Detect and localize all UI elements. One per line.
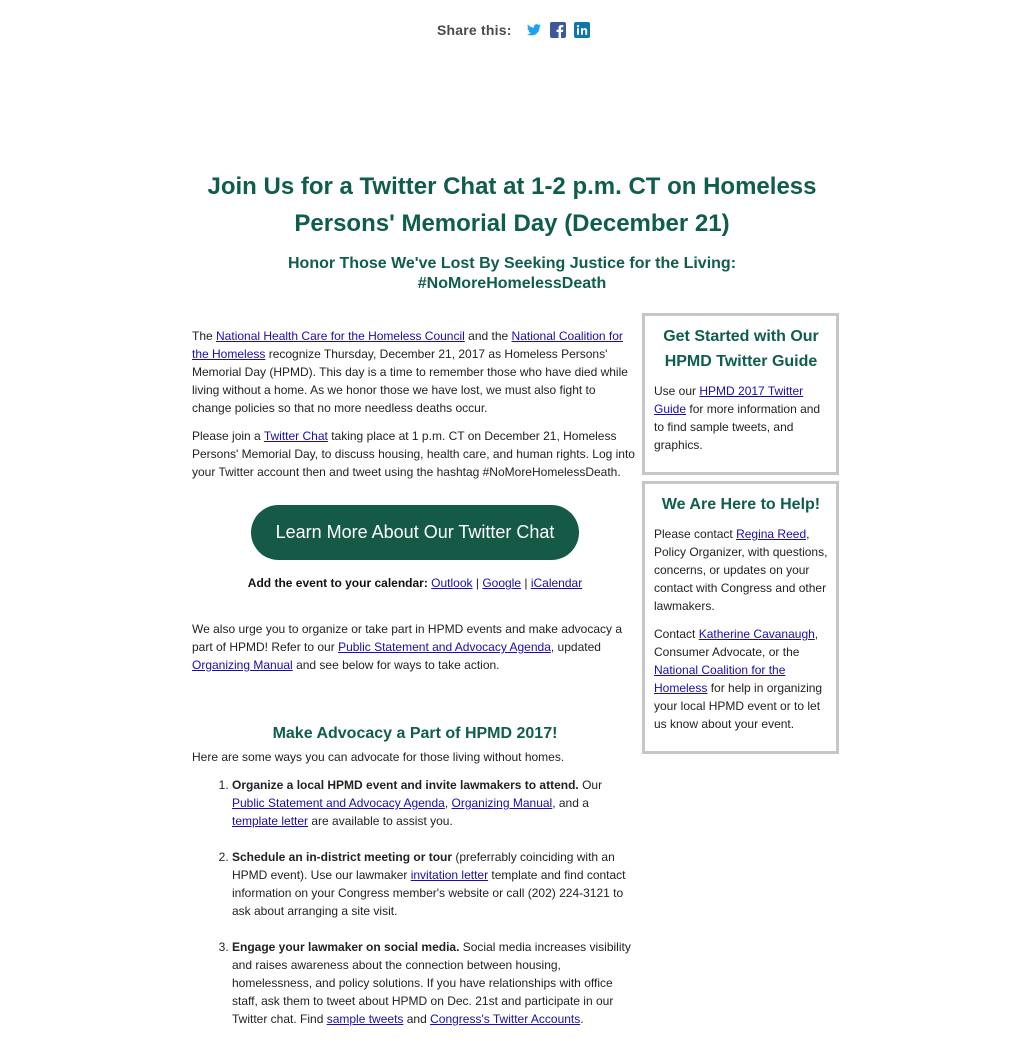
link-nch-2[interactable]: National Coalition for the Homeless [654,663,786,695]
link-template-letter[interactable]: template letter [232,814,309,828]
text: , and a [552,796,589,810]
text: , Consumer Advocate, or the [654,627,819,659]
link-twitter-chat[interactable]: Twitter Chat [263,429,328,443]
urge-paragraph [192,620,638,674]
text: We also urge you to organize or take part in HPMD events and make advocacy a part of HPMD! Refer to our [192,622,623,654]
calendar-google-link[interactable]: Google [482,576,522,590]
share-bar [437,19,598,41]
intro-paragraph-2 [192,427,638,481]
text: , [444,796,452,810]
twitter-guide-text [654,382,828,454]
separator: | [472,576,483,590]
page-subtitle: Honor Those We've Lost By Seeking Justice for the Living: #NoMoreHomelessDeath [287,255,737,292]
advocacy-intro: Here are some ways you can advocate for those living without homes. [192,750,565,764]
list-item [232,938,638,1028]
text: Use our [654,384,700,398]
help-box [642,481,839,754]
calendar-label: Add the event to your calendar: [247,576,428,590]
text: (preferrably coinciding with an HPMD event). Use our lawmaker [232,850,615,882]
text: The [192,329,217,343]
text: . [580,1012,584,1026]
text: and the [464,329,512,343]
twitter-icon[interactable] [526,22,542,38]
text: Please contact [654,527,737,541]
cta-wrap [192,505,638,560]
learn-more-button[interactable]: Learn More About Our Twitter Chat [251,505,579,560]
link-organizing-manual-2[interactable]: Organizing Manual [451,796,553,810]
page-title: Join Us for a Twitter Chat at 1-2 p.m. CT on Homeless Persons' Memorial Day (December 21) [207,173,817,237]
text: taking place at 1 p.m. CT on December 21, Homeless Persons' Memorial Day, to discuss housing, health care, and human rights. Log into your Twitter account then and tweet using the hashtag #NoMoreHomelessDeath. [192,429,635,479]
help-paragraph-1 [654,525,828,615]
text: Our [578,778,603,792]
help-title: We Are Here to Help! [661,496,821,513]
text: for more information and to find sample tweets, and graphics. [654,402,821,452]
text: and see below for ways to take action. [292,658,500,672]
calendar-icalendar-link[interactable]: iCalendar [530,576,583,590]
intro-paragraph-1 [192,327,638,417]
twitter-guide-title: Get Started with Our HPMD Twitter Guide [663,328,819,370]
link-invitation-letter[interactable]: invitation letter [410,868,489,882]
text: Please join a [192,429,264,443]
text: , Policy Organizer, with questions, concerns, or updates on your contact with Congress and other lawmakers. [654,527,828,613]
link-public-statement[interactable]: Public Statement and Advocacy Agenda [338,640,551,654]
item-title: Engage your lawmaker on social media. [232,940,460,954]
text: and [403,1012,431,1026]
list-item [232,848,638,920]
help-paragraph-2 [654,625,828,733]
twitter-guide-box [642,313,839,475]
text: , updated [550,640,601,654]
linkedin-icon[interactable] [574,22,590,38]
text: Social media increases visibility and raises awareness about the connection between housing, homelessness, and policy solutions. If you have relationships with office staff, ask them to tweet about HPMD on Dec. 21st and participate in our Twitter chat. Find [232,940,631,1026]
link-public-statement-2[interactable]: Public Statement and Advocacy Agenda [232,796,445,810]
text: recognize Thursday, December 21, 2017 as Homeless Persons' Memorial Day (HPMD). This day is a time to remember those who have died while living without a home. As we honor those we have lost, we must also fight to change policies so that no more needless deaths occur. [192,347,628,415]
separator: | [521,576,531,590]
calendar-outlook-link[interactable]: Outlook [431,576,473,590]
calendar-links [192,574,638,592]
share-label: Share this: [437,22,512,38]
link-nch[interactable]: National Coalition for the Homeless [192,329,623,361]
text: Contact [654,627,699,641]
link-sample-tweets[interactable]: sample tweets [326,1012,404,1026]
advocacy-list [192,776,638,1028]
link-nhchc[interactable]: National Health Care for the Homeless Council [216,329,465,343]
link-katherine-cavanaugh[interactable]: Katherine Cavanaugh [698,627,815,641]
item-title: Schedule an in-district meeting or tour [232,850,453,864]
link-twitter-guide[interactable]: HPMD 2017 Twitter Guide [654,384,804,416]
text: template and find contact information on your Congress member's website or call (202) 224-3121 to ask about arranging a site visit. [232,868,626,918]
advocacy-heading: Make Advocacy a Part of HPMD 2017! [272,725,558,742]
link-congress-twitter[interactable]: Congress's Twitter Accounts [430,1012,581,1026]
facebook-icon[interactable] [550,22,566,38]
link-organizing-manual[interactable]: Organizing Manual [192,658,293,672]
main-column [192,327,638,1046]
text: for help in organizing your local HPMD event or to let us know about your event. [654,681,823,731]
item-title: Organize a local HPMD event and invite lawmakers to attend. [232,778,579,792]
list-item [232,776,638,830]
text: are available to assist you. [308,814,453,828]
link-regina-reed[interactable]: Regina Reed [736,527,807,541]
